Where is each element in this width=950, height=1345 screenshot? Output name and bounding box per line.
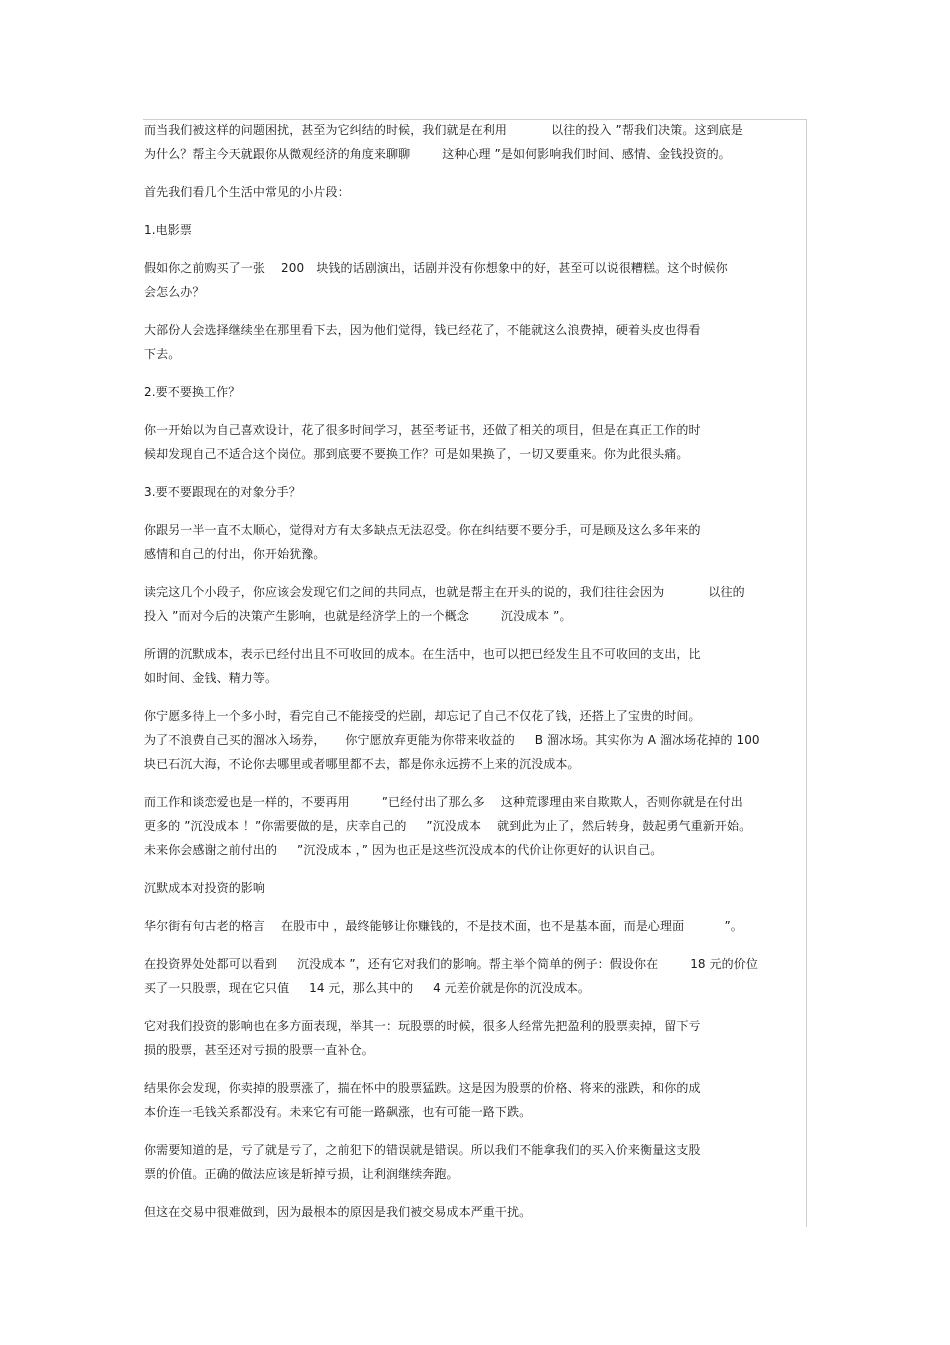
text-line: 你需要知道的是，亏了就是亏了，之前犯下的错误就是错误。所以我们不能拿我们的买入价来衡量这支股	[144, 1143, 701, 1157]
text-line: 更多的 ”沉没成本 ！”你需要做的是，庆幸自己的 ”沉没成本 就到此为止了，然后转身，鼓起勇气重新开始。	[144, 819, 752, 833]
paragraph-5	[144, 318, 804, 366]
text-line: 票的价值。正确的做法应该是斩掉亏损，让利润继续奔跑。	[144, 1167, 459, 1181]
text-line: 假如你之前购买了一张 200 块钱的话剧演出，话剧并没有你想象中的好，甚至可以说很糟糕。这个时候你	[144, 261, 728, 275]
paragraph-18	[144, 1076, 804, 1124]
text-line: 买了一只股票，现在它只值 14 元，那么其中的 4 元差价就是你的沉没成本。	[144, 981, 590, 995]
paragraph-11	[144, 642, 804, 690]
text-line: 大部份人会选择继续坐在那里看下去，因为他们觉得，钱已经花了，不能就这么浪费掉，硬着头皮也得看	[144, 323, 701, 337]
page-border-right	[806, 119, 807, 1227]
text-line: 首先我们看几个生活中常见的小片段：	[144, 185, 350, 199]
paragraph-2	[144, 180, 804, 204]
paragraph-15	[144, 914, 804, 938]
text-line: 2.要不要换工作？	[144, 385, 241, 399]
text-line: 它对我们投资的影响也在多方面表现，举其一：玩股票的时候，很多人经常先把盈利的股票卖掉，留下亏	[144, 1019, 701, 1033]
text-line: 本价连一毛钱关系都没有。未来它有可能一路飙涨，也有可能一路下跌。	[144, 1105, 532, 1119]
paragraph-7	[144, 418, 804, 466]
text-line: 如时间、金钱、精力等。	[144, 671, 278, 685]
text-line: 下去。	[144, 347, 181, 361]
paragraph-1	[144, 118, 804, 166]
text-line: 读完这几个小段子，你应该会发现它们之间的共同点，也就是帮主在开头的说的，我们往往会因为 以往的	[144, 585, 745, 599]
paragraph-13	[144, 790, 804, 862]
text-line: 未来你会感谢之前付出的 ”沉没成本 ，” 因为也正是这些沉没成本的代价让你更好的认识自己。	[144, 843, 663, 857]
text-line: 为了不浪费自己买的溜冰入场券， 你宁愿放弃更能为你带来收益的 B 溜冰场。其实你为 A 溜冰场花掉的 100	[144, 733, 760, 747]
text-line: 感情和自己的付出，你开始犹豫。	[144, 547, 326, 561]
paragraph-10	[144, 580, 804, 628]
text-line: 所谓的沉默成本，表示已经付出且不可收回的成本。在生活中，也可以把已经发生且不可收回的支出，比	[144, 647, 701, 661]
section-heading-breakup	[144, 480, 804, 504]
section-heading-movie-ticket	[144, 218, 804, 242]
text-line: 你跟另一半一直不太顺心，觉得对方有太多缺点无法忍受。你在纠结要不要分手，可是顾及这么多年来的	[144, 523, 701, 537]
text-line: 候却发现自己不适合这个岗位。那到底要不要换工作？可是如果换了，一切又要重来。你为此很头痛。	[144, 447, 689, 461]
text-line: 你宁愿多待上一个多小时，看完自己不能接受的烂剧，却忘记了自己不仅花了钱，还搭上了宝贵的时间。	[144, 709, 701, 723]
text-line: 1.电影票	[144, 223, 192, 237]
text-line: 你一开始以为自己喜欢设计，花了很多时间学习，甚至考证书，还做了相关的项目，但是在真正工作的时	[144, 423, 701, 437]
text-line: 3.要不要跟现在的对象分手？	[144, 485, 301, 499]
text-line: 会怎么办？	[144, 285, 205, 299]
section-heading-change-job	[144, 380, 804, 404]
text-line: 而工作和谈恋爱也是一样的，不要再用 ”已经付出了那么多 这种荒谬理由来自欺欺人，否则你就是在付出	[144, 795, 743, 809]
paragraph-16	[144, 952, 804, 1000]
text-line: 结果你会发现，你卖掉的股票涨了，揣在怀中的股票猛跌。这是因为股票的价格、将来的涨跌，和你的成	[144, 1081, 701, 1095]
section-heading-investment	[144, 876, 804, 900]
text-line: 块已石沉大海，不论你去哪里或者哪里都不去，都是你永远捞不上来的沉没成本。	[144, 757, 580, 771]
paragraph-20	[144, 1200, 804, 1224]
paragraph-9	[144, 518, 804, 566]
text-line: 华尔街有句古老的格言 在股市中 ，最终能够让你赚钱的，不是技术面，也不是基本面，而是心理面 ”。	[144, 919, 743, 933]
paragraph-4	[144, 256, 804, 304]
article-body	[144, 118, 804, 1238]
text-line: 为什么？帮主今天就跟你从微观经济的角度来聊聊 这种心理 ”是如何影响我们时间、感情、金钱投资的。	[144, 147, 731, 161]
text-line: 在投资界处处都可以看到 沉没成本 ”，还有它对我们的影响。帮主举个简单的例子：假设你在 18 元的价位	[144, 957, 758, 971]
paragraph-12	[144, 704, 804, 776]
text-line: 但这在交易中很难做到，因为最根本的原因是我们被交易成本严重干扰。	[144, 1205, 532, 1219]
text-line: 而当我们被这样的问题困扰，甚至为它纠结的时候，我们就是在利用 以往的投入 ”帮我们决策。这到底是	[144, 123, 743, 137]
text-line: 损的股票，甚至还对亏损的股票一直补仓。	[144, 1043, 374, 1057]
paragraph-17	[144, 1014, 804, 1062]
paragraph-19	[144, 1138, 804, 1186]
text-line: 投入 ”而对今后的决策产生影响，也就是经济学上的一个概念 沉没成本 ”。	[144, 609, 572, 623]
text-line: 沉默成本对投资的影响	[144, 881, 266, 895]
